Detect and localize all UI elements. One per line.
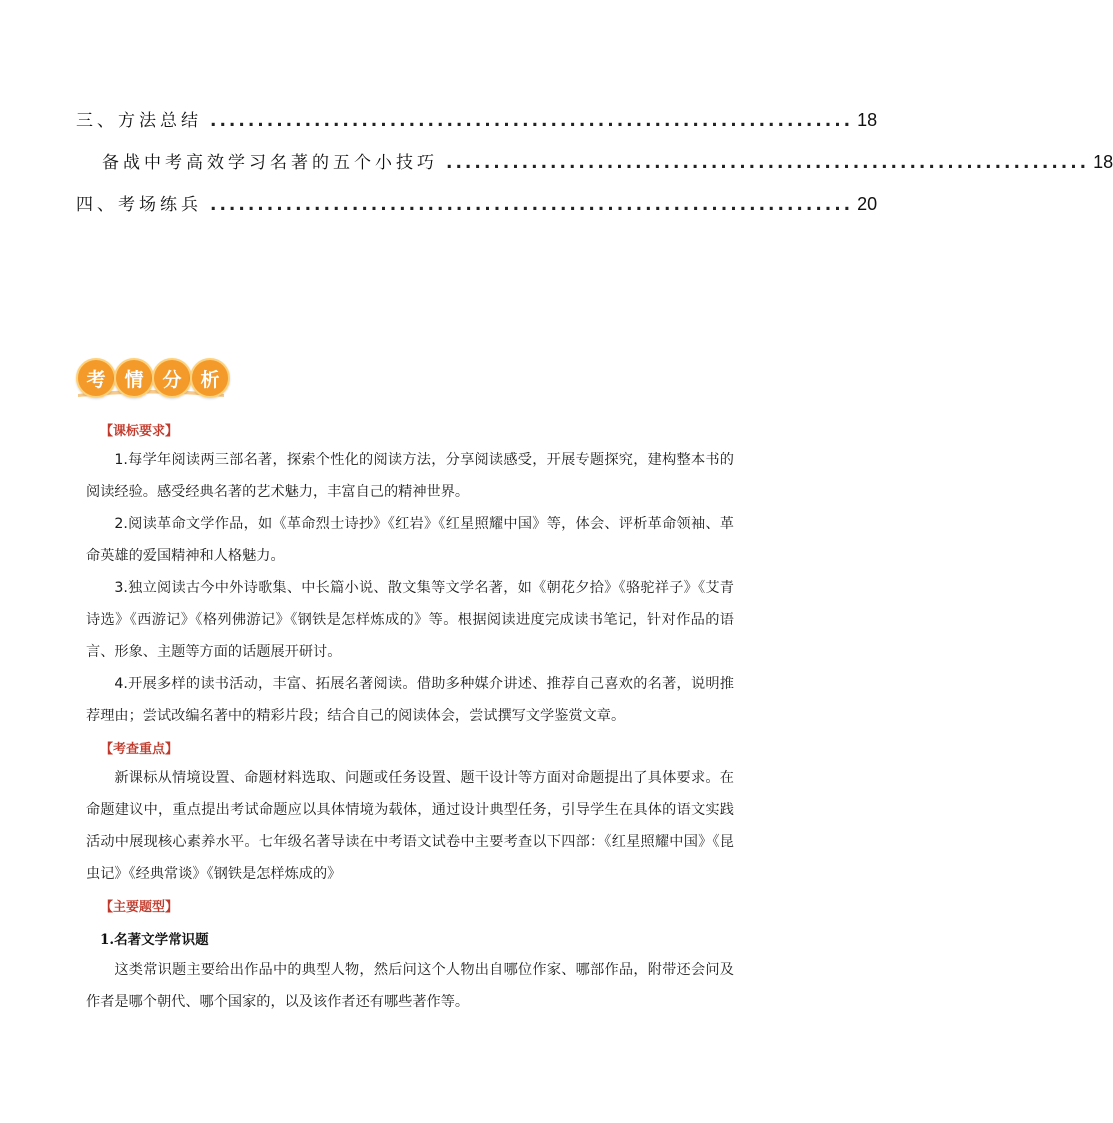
section-label-curriculum: 【课标要求】 [100,424,179,439]
banner-char: 析 [190,358,230,398]
banner-char: 分 [152,358,192,398]
toc-entry[interactable] [76,189,878,215]
toc-dot-leader: .................................................................... [446,153,1090,173]
toc-dot-leader: .................................................................... [210,195,854,215]
section-label-types: 【主要题型】 [100,900,179,915]
focus-paragraph [86,762,734,890]
curriculum-item: 2.阅读革命文学作品，如《革命烈士诗抄》《红岩》《红星照耀中国》等，体会、评析革命领袖、革命英雄的爱国精神和人格魅力。 [86,516,734,564]
section-banner [76,358,228,400]
toc-entry-page: 20 [857,194,878,214]
toc-entry-title: 三、方法总结 [76,111,202,131]
curriculum-item: 3.独立阅读古今中外诗歌集、中长篇小说、散文集等文学名著，如《朝花夕拾》《骆驼祥子》《艾青诗选》《西游记》《格列佛游记》《钢铁是怎样炼成的》等。根据阅读进度完成读书笔记，针对作品的语言、形象、主题等方面的话题展开研讨。 [86,580,734,660]
curriculum-item: 4.开展多样的读书活动，丰富、拓展名著阅读。借助多种媒介讲述、推荐自己喜欢的名著，说明推荐理由；尝试改编名著中的精彩片段；结合自己的阅读体会，尝试撰写文学鉴赏文章。 [86,676,734,724]
toc-entry-page: 18 [1093,152,1113,172]
toc-entry-title: 备战中考高效学习名著的五个小技巧 [102,153,438,173]
curriculum-item: 1.每学年阅读两三部名著，探索个性化的阅读方法，分享阅读感受，开展专题探究，建构整本书的阅读经验。感受经典名著的艺术魅力，丰富自己的精神世界。 [86,452,734,500]
question-type-heading: 1.名著文学常识题 [100,932,209,948]
types-text: 这类常识题主要给出作品中的典型人物，然后问这个人物出自哪位作家、哪部作品，附带还会问及作者是哪个朝代、哪个国家的，以及该作者还有哪些著作等。 [86,962,734,1010]
focus-text: 新课标从情境设置、命题材料选取、问题或任务设置、题干设计等方面对命题提出了具体要求。在命题建议中，重点提出考试命题应以具体情境为载体，通过设计典型任务，引导学生在具体的语文实践活动中展现核心素养水平。七年级名著导读在中考语文试卷中主要考查以下四部：《红星照耀中国》《昆虫记》《经典常谈》《钢铁是怎样炼成的》 [86,770,734,882]
banner-char: 考 [76,358,116,398]
banner-char: 情 [114,358,154,398]
toc-entry[interactable] [102,147,1113,173]
toc-entry[interactable] [76,105,878,131]
toc-dot-leader: .................................................................... [210,111,854,131]
curriculum-list [86,444,734,732]
toc-entry-page: 18 [857,110,878,130]
section-label-focus: 【考查重点】 [100,742,179,757]
types-paragraph [86,954,734,1018]
toc-entry-title: 四、考场练兵 [76,195,202,215]
